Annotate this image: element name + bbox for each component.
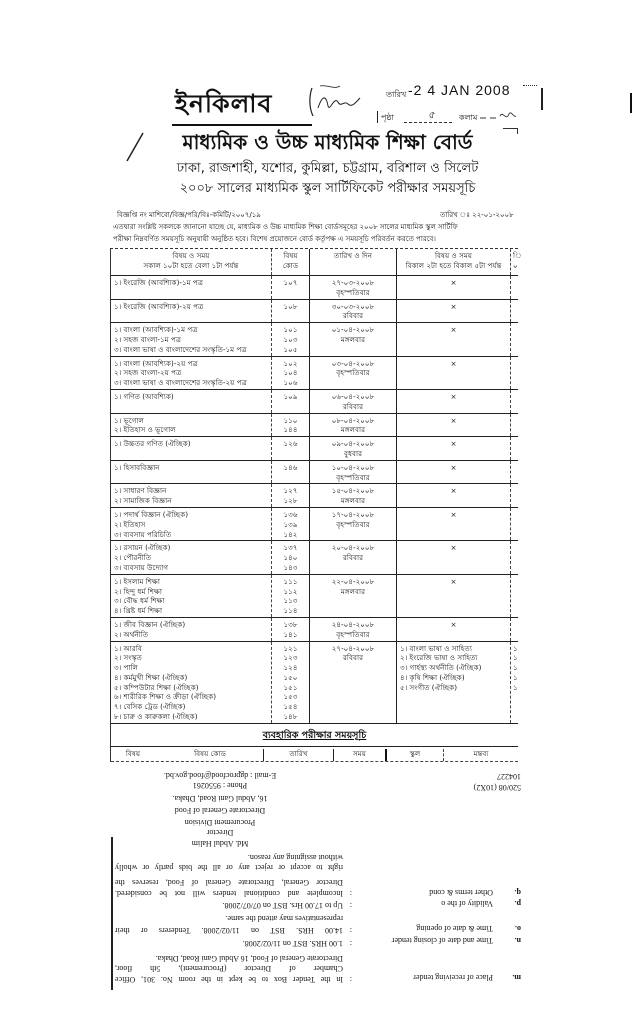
subject-name: ১। আরবি — [114, 643, 142, 653]
header-subject-code — [271, 249, 309, 275]
header-text: বিষয় ও সময় — [434, 251, 473, 260]
header-text: কোড — [282, 260, 299, 270]
afternoon-subjects-cell — [396, 390, 510, 413]
header-text: তারিখ ও দিন — [333, 251, 373, 260]
exam-date: ২৭-০৪-২০০৮ — [331, 643, 375, 653]
date-day-cell — [309, 508, 396, 540]
item-separator: : — [349, 889, 352, 898]
subject-code: ১৪২ — [283, 529, 298, 539]
signatory-office: Directorate General of Food — [174, 806, 266, 815]
header-cut-off-column — [510, 249, 522, 275]
subject-codes-cell — [271, 357, 309, 389]
date-day-cell — [309, 461, 396, 484]
item-value-line: 1.00 HRS. BST on 11/02/2008. — [242, 939, 343, 948]
cut-off-value: ১ — [513, 643, 518, 653]
subject-name: ২। পৌরনীতি — [114, 553, 152, 563]
exam-date: ১৫-০৪-২০০৮ — [331, 486, 375, 496]
subject-name: ২। সহজ বাংলা-১ম পত্র — [114, 334, 182, 344]
table-row — [111, 300, 518, 324]
practical-header-code: বিষয় কোড — [194, 748, 226, 758]
date-day-cell — [309, 300, 396, 323]
subject-name: ৩। বাংলা ভাষা ও বাংলাদেশের সংস্কৃতি-২য় পত্র — [114, 378, 247, 388]
stamp-tick-marks — [523, 85, 537, 90]
practical-header-subject: বিষয় — [125, 748, 141, 758]
notice-text-line: এতদ্বারা সংশ্লিষ্ট সকলকে জানানো যাচ্ছে যে, মাধ্যমিক ও উচ্চ মাধ্যমিক শিক্ষা বোর্ডসমূহের ২০০৮ সালের মাধ্যমিক স্কুল সার্টিফি — [113, 223, 458, 231]
board-title: মাধ্যমিক ও উচ্চ মাধ্যমিক শিক্ষা বোর্ড — [182, 130, 473, 154]
handwritten-scribble-icon — [478, 108, 518, 124]
afternoon-subject-name: ৫। সংগীত (ঐচ্ছিক) — [400, 682, 458, 692]
subject-name: ৫। কম্পিউটার শিক্ষা (ঐচ্ছিক) — [114, 682, 199, 692]
exam-day: রবিবার — [342, 553, 364, 563]
item-value-line: Up to 17.00 Hrs. BST on 07/07/2008. — [222, 901, 343, 910]
subject-name: ২। হিন্দু ধর্ম শিক্ষা — [114, 586, 162, 596]
subject-name: ১। উচ্চতর গণিত (ঐচ্ছিক) — [114, 439, 191, 449]
subject-code: ১২৬ — [283, 439, 298, 449]
date-day-cell — [309, 484, 396, 507]
morning-subjects-cell — [111, 461, 271, 484]
no-exam-mark: × — [450, 619, 457, 629]
subject-codes-cell — [271, 323, 309, 355]
subject-name: ২। সংস্কৃত — [114, 653, 142, 663]
morning-subjects-cell — [111, 323, 271, 355]
morning-subjects-cell — [111, 575, 271, 617]
cut-off-column-cell — [510, 508, 522, 540]
cut-off-column-cell — [510, 437, 522, 460]
no-exam-mark: × — [450, 462, 457, 472]
exam-day: বৃহস্পতিবার — [336, 519, 370, 529]
morning-subjects-cell — [111, 357, 271, 389]
table-row — [111, 541, 518, 574]
subject-name: ৪। খ্রিষ্ট ধর্ম শিক্ষা — [114, 606, 163, 616]
subject-name: ১। হিসাববিজ্ঞান — [114, 462, 160, 472]
subject-code: ১০৯ — [283, 391, 298, 401]
morning-subjects-cell — [111, 300, 271, 323]
exam-day: রবিবার — [342, 653, 364, 663]
subject-name: ৭। বেসিক ট্রেড (ঐচ্ছিক) — [114, 702, 186, 712]
morning-subjects-cell — [111, 541, 271, 573]
subject-name: ১। ভূগোল — [114, 415, 144, 425]
subject-code: ১৪৮ — [283, 712, 298, 722]
date-day-cell — [309, 276, 396, 299]
exam-day: রবিবার — [342, 401, 364, 411]
exam-date: ০১-০৪-২০০৮ — [331, 325, 375, 335]
item-label: Place of receiving tender — [413, 973, 493, 982]
subject-name: ২। ইতিহাস — [114, 519, 146, 529]
exam-date: ২৪-০৪-২০০৮ — [331, 619, 375, 629]
table-row — [111, 323, 518, 356]
exam-date: ১৭-০৪-২০০৮ — [331, 509, 375, 519]
notice-text-line: পরীক্ষা নিম্নবর্ণিত সময়সূচি অনুযায়ী অনুষ্ঠিত হবে। বিশেষ প্রয়োজনে বোর্ড কর্তৃপক্ষ এ সময়সূচি পরিবর্তন করতে পারবে। — [113, 235, 436, 243]
practical-header-time: সময় — [333, 749, 385, 761]
subject-name: ১। সাধারণ বিজ্ঞান — [114, 486, 167, 496]
subject-code: ১৩৮ — [283, 619, 298, 629]
practical-header-remarks: মন্তব্য — [443, 749, 518, 761]
header-afternoon-subjects — [396, 249, 510, 275]
exam-date: ১০-০৪-২০০৮ — [331, 462, 375, 472]
exam-date: ০৬-০৪-২০০৮ — [331, 391, 375, 401]
subject-codes-cell — [271, 300, 309, 323]
item-value-line: Incomplete and conditional tenders will not be considered. — [115, 889, 343, 898]
stamp-page-value: ৫ — [428, 110, 435, 121]
subject-code: ১৪০ — [283, 553, 298, 563]
morning-subjects-cell — [111, 642, 271, 723]
subject-code: ১২৭ — [283, 486, 298, 496]
no-exam-mark: × — [450, 509, 457, 519]
subject-code: ১৫০ — [283, 672, 298, 682]
morning-subjects-cell — [111, 276, 271, 299]
exam-day: বৃহস্পতিবার — [336, 287, 370, 297]
subject-name: ৩। ব্যবসায় উদ্যোগ — [114, 562, 169, 572]
table-row — [111, 484, 518, 508]
exam-date: ২০-০৪-২০০৮ — [331, 543, 375, 553]
subject-codes-cell — [271, 414, 309, 437]
item-value-line: right to accept or reject any or all the bids partly or wholly — [115, 863, 343, 872]
cut-off-column-cell — [510, 642, 522, 723]
afternoon-subjects-cell — [396, 484, 510, 507]
no-exam-mark: × — [450, 486, 457, 496]
scan-edge-bar — [630, 93, 632, 113]
item-separator: : — [349, 939, 352, 948]
ad-code: 520/08 (10X2) — [473, 783, 521, 792]
exam-day: মঙ্গলবার — [340, 496, 366, 506]
item-value-line: representatives may attend the same. — [225, 914, 343, 923]
upside-down-tender-notice — [110, 765, 525, 1000]
item-label: Validity of the o — [441, 899, 493, 908]
no-exam-mark: × — [450, 325, 457, 335]
subject-code: ১০৬ — [283, 378, 298, 388]
practical-schedule-title-row — [111, 724, 518, 747]
table-row — [111, 508, 518, 541]
table-row — [111, 276, 518, 300]
afternoon-subjects-cell — [396, 575, 510, 617]
signatory-address: 16, Abdul Gani Road, Dhaka. — [172, 794, 268, 803]
exam-day: মঙ্গলবার — [340, 425, 366, 435]
subject-name: ১। বাংলা (আবশ্যিক)-২য় পত্র — [114, 358, 198, 368]
cut-off-column-cell — [510, 484, 522, 507]
subject-name: ১। ইংরেজি (আবশ্যিক)-২য় পত্র — [114, 301, 204, 311]
cut-off-column-cell — [510, 323, 522, 355]
date-day-cell — [309, 357, 396, 389]
item-letter: q. — [514, 888, 521, 897]
subject-name: ১। রসায়ন (ঐচ্ছিক) — [114, 543, 171, 553]
afternoon-subjects-cell — [396, 541, 510, 573]
subject-name: ১। ইসলাম শিক্ষা — [114, 576, 160, 586]
no-exam-mark: × — [450, 415, 457, 425]
no-exam-mark: × — [450, 576, 457, 586]
afternoon-subjects-cell — [396, 300, 510, 323]
item-letter: p. — [514, 899, 521, 908]
cut-off-column-cell — [510, 618, 522, 641]
date-day-cell — [309, 642, 396, 723]
afternoon-subjects-cell — [396, 276, 510, 299]
exam-schedule-table — [110, 248, 522, 762]
afternoon-subjects-cell — [396, 437, 510, 460]
subject-code: ১৩৬ — [283, 509, 298, 519]
item-separator: : — [349, 901, 352, 910]
table-row — [111, 437, 518, 461]
handwritten-initials-icon — [306, 82, 368, 120]
table-row — [111, 461, 518, 485]
afternoon-subject-name: ৪। কৃষি শিক্ষা (ঐচ্ছিক) — [400, 672, 465, 682]
subject-code: ১৫১ — [283, 682, 298, 692]
exam-date: ০৩-০৪-২০০৮ — [331, 358, 375, 368]
item-letter: o. — [515, 924, 521, 933]
subject-code: ১০২ — [283, 358, 298, 368]
afternoon-subjects-cell — [396, 508, 510, 540]
cut-off-value: ১ — [513, 672, 518, 682]
afternoon-subjects-cell — [396, 357, 510, 389]
subject-code: ১৪৬ — [283, 462, 298, 472]
signatory-phone: Phone : 9550261 — [192, 781, 248, 790]
afternoon-subjects-cell — [396, 461, 510, 484]
subject-code: ১২৮ — [283, 496, 298, 506]
no-exam-mark: × — [450, 439, 457, 449]
header-text: ০ — [513, 260, 518, 270]
subject-code: ১০৫ — [283, 344, 298, 354]
date-day-cell — [309, 390, 396, 413]
stamp-date: -2 4 JAN 2008 — [408, 82, 511, 98]
cut-off-column-cell — [510, 575, 522, 617]
subject-code: ১০১ — [283, 325, 298, 335]
cut-off-column-cell — [510, 276, 522, 299]
stamp-column-label: কলাম — [459, 113, 478, 122]
item-value-line: 14.00 HRS. BST on 11/02/2008. Tenderers or their — [115, 926, 343, 935]
exam-day: বৃহস্পতিবার — [336, 629, 370, 639]
subject-codes-cell — [271, 276, 309, 299]
newspaper-masthead: ইনকিলাব — [175, 89, 273, 118]
signatory-email: E-mail : dgprocfood@food.gov.bd. — [163, 771, 277, 780]
subject-name: ৩। বাংলা ভাষা ও বাংলাদেশের সংস্কৃতি-১ম পত্র — [114, 344, 247, 354]
exam-date: ২৭-০৩-২০০৮ — [331, 278, 375, 287]
header-text: বিষয় — [283, 251, 298, 260]
no-exam-mark: × — [450, 301, 457, 311]
board-list: ঢাকা, রাজশাহী, যশোর, কুমিল্লা, চট্টগ্রাম, বরিশাল ও সিলেট — [176, 161, 479, 176]
subject-code: ১১৩ — [283, 596, 298, 606]
subject-codes-cell — [271, 461, 309, 484]
subject-name: ১। জীব বিজ্ঞান (ঐচ্ছিক) — [114, 619, 186, 629]
subject-codes-cell — [271, 437, 309, 460]
subject-name: ২। ইতিহাস ও ভূগোল — [114, 425, 176, 435]
practical-header-row — [111, 747, 518, 762]
cut-off-column-cell — [510, 390, 522, 413]
item-value-line: without assigning any reason. — [247, 853, 343, 862]
signatory-name: Md. Abdul Halim — [191, 839, 249, 848]
subject-codes-cell — [271, 484, 309, 507]
subject-code: ১০৭ — [283, 278, 298, 287]
subject-codes-cell — [271, 618, 309, 641]
exam-date: ০৯-০৪-২০০৮ — [331, 439, 375, 449]
practical-schedule-title: ব্যবহারিক পরীক্ষার সময়সূচি — [262, 729, 367, 741]
morning-subjects-cell — [111, 414, 271, 437]
afternoon-subjects-cell — [396, 414, 510, 437]
exam-day: মঙ্গলবার — [340, 334, 366, 344]
item-letter: n. — [514, 936, 521, 945]
cut-off-value: ১ — [513, 682, 518, 692]
subject-name: ২। অর্থনীতি — [114, 629, 149, 639]
item-separator: : — [349, 926, 352, 935]
subject-codes-cell — [271, 575, 309, 617]
no-exam-mark: × — [450, 543, 457, 553]
subject-code: ১৩৯ — [283, 519, 298, 529]
subject-codes-cell — [271, 390, 309, 413]
item-letter: m. — [512, 973, 521, 982]
table-body — [111, 276, 518, 724]
date-day-cell — [309, 541, 396, 573]
subject-name: ২। সহজ বাংলা-২য় পত্র — [114, 368, 182, 378]
item-value-line: Directorate General of Food, 16 Abdul Gani Road, Dhaka. — [155, 954, 343, 963]
morning-subjects-cell — [111, 508, 271, 540]
subject-name: ৬। শারীরিক শিক্ষা ও ক্রীড়া (ঐচ্ছিক) — [114, 692, 217, 702]
subject-code: ১৫৩ — [283, 692, 298, 702]
item-value-line: Chamber of Director (Procurement), 5th floor, — [115, 964, 343, 973]
clipping-edge-mark — [541, 88, 543, 110]
item-value-line: Director General, Directorate General of Food, reserves the — [115, 878, 343, 887]
subject-code: ১১১ — [283, 576, 298, 586]
exam-day: বুধবার — [343, 448, 363, 458]
exam-date: ৩০-০৩-২০০৮ — [331, 301, 375, 311]
notice-date: তারিখ ঃ ২২-০১-২০০৮ — [440, 211, 514, 219]
header-date-day — [309, 249, 396, 275]
item-label: Time & date of opening — [416, 924, 493, 933]
morning-subjects-cell — [111, 484, 271, 507]
notice-reference-number: বিজ্ঞপ্তি নং মাশিবো/বিজ্ঞ/পরি/বিঃ-কমিটি/২০০৭/১৯ — [117, 211, 261, 219]
subject-code: ১৫৪ — [283, 702, 298, 712]
exam-day: বৃহস্পতিবার — [336, 472, 370, 482]
notice-border-line — [111, 837, 113, 990]
date-day-cell — [309, 575, 396, 617]
exam-day: রবিবার — [342, 311, 364, 321]
subject-code: ১২৪ — [283, 663, 298, 673]
afternoon-subject-name: ১। বাংলা ভাষা ও সাহিত্য — [400, 643, 472, 653]
no-exam-mark: × — [450, 278, 457, 287]
subject-code: ১৪১ — [283, 629, 298, 639]
header-text: বিষয় ও সময় — [172, 251, 210, 260]
stamp-page-underline — [404, 122, 452, 124]
date-day-cell — [309, 414, 396, 437]
exam-date: ২২-০৪-২০০৮ — [331, 576, 375, 586]
masthead-underline — [172, 124, 312, 126]
afternoon-subjects-cell — [396, 323, 510, 355]
practical-header-date: তারিখ — [263, 749, 333, 761]
table-row — [111, 642, 518, 724]
signatory-designation: Director — [206, 828, 234, 837]
morning-subjects-cell — [111, 618, 271, 641]
subject-name: ৩। পালি — [114, 663, 138, 673]
header-text: ি — [513, 251, 522, 260]
header-text: বিকাল ২টা হতে বিকাল ৫টা পর্যন্ত — [405, 260, 502, 270]
ad-code: 104227 — [497, 772, 521, 781]
subject-code: ১১২ — [283, 586, 298, 596]
date-day-cell — [309, 323, 396, 355]
table-row — [111, 575, 518, 618]
table-row — [111, 390, 518, 414]
subject-codes-cell — [271, 642, 309, 723]
cut-off-value: ১ — [513, 663, 518, 673]
exam-day: বৃহস্পতিবার — [336, 368, 370, 378]
cut-off-column-cell — [510, 300, 522, 323]
subject-code: ১৪৪ — [283, 425, 298, 435]
table-row — [111, 618, 518, 642]
afternoon-subject-name: ৩। গার্হস্থ্য অর্থনীতি (ঐচ্ছিক) — [400, 663, 482, 673]
item-label: Other terms & cond — [429, 888, 493, 897]
subject-code: ১৪৩ — [283, 562, 298, 572]
subject-name: ১। গণিত (আবশ্যিক) — [114, 391, 174, 401]
item-separator: : — [349, 975, 352, 984]
stamp-divider — [377, 111, 378, 123]
header-text: সকাল ১০টা হতে বেলা ১টা পর্যন্ত — [143, 260, 239, 270]
cut-off-column-cell — [510, 541, 522, 573]
date-day-cell — [309, 437, 396, 460]
morning-subjects-cell — [111, 437, 271, 460]
stamp-date-label: তারিখ — [386, 90, 407, 99]
practical-header-school: স্কুল — [385, 749, 443, 761]
subject-name: ৩। ব্যবসায় পরিচিতি — [114, 529, 172, 539]
afternoon-subjects-cell — [396, 642, 510, 723]
item-value-line: In the Tender Box to be kept in the room No. 301, Office — [115, 975, 343, 984]
subject-code: ১০৩ — [283, 334, 298, 344]
subject-codes-cell — [271, 508, 309, 540]
subject-name: ১। বাংলা (আবশ্যিক)-১ম পত্র — [114, 325, 198, 335]
cut-off-column-cell — [510, 357, 522, 389]
signatory-division: Procurement Division — [184, 818, 256, 827]
header-morning-subjects — [111, 249, 271, 275]
table-header-row — [111, 249, 522, 276]
subject-code: ১০৮ — [283, 301, 298, 311]
schedule-title: ২০০৮ সালের মাধ্যমিক স্কুল সার্টিফিকেট পরীক্ষার সময়সূচি — [179, 181, 476, 196]
table-row — [111, 357, 518, 390]
no-exam-mark: × — [450, 391, 457, 401]
subject-code: ১১০ — [283, 415, 298, 425]
no-exam-mark: × — [450, 358, 457, 368]
table-row — [111, 414, 518, 438]
cut-off-column-cell — [510, 461, 522, 484]
cut-off-value: ১ — [513, 653, 518, 663]
item-label: Time and date of closing tender — [391, 936, 493, 945]
subject-name: ৪। কর্মমুখী শিক্ষা (ঐচ্ছিক) — [114, 672, 188, 682]
subject-name: ১। পদার্থ বিজ্ঞান (ঐচ্ছিক) — [114, 509, 189, 519]
date-day-cell — [309, 618, 396, 641]
subject-code: ১১৪ — [283, 606, 298, 616]
subject-name: ৮। চারু ও কারুকলা (ঐচ্ছিক) — [114, 712, 198, 722]
exam-date: ০৮-০৪-২০০৮ — [331, 415, 375, 425]
stamp-page-label: পৃষ্ঠা — [381, 113, 394, 122]
subject-code: ১০৪ — [283, 368, 298, 378]
subject-code: ১২৩ — [283, 653, 298, 663]
cut-off-column-cell — [510, 414, 522, 437]
subject-name: ২। সামাজিক বিজ্ঞান — [114, 496, 172, 506]
exam-day: মঙ্গলবার — [340, 586, 366, 596]
subject-name: ১। ইংরেজি (আবশ্যিক)-১ম পত্র — [114, 278, 204, 287]
subject-code: ১২১ — [283, 643, 298, 653]
subject-name: ৩। বৌদ্ধ ধর্ম শিক্ষা — [114, 596, 165, 606]
morning-subjects-cell — [111, 390, 271, 413]
subject-codes-cell — [271, 541, 309, 573]
subject-code: ১৩৭ — [283, 543, 298, 553]
afternoon-subject-name: ২। ইংরেজি ভাষা ও সাহিত্য — [400, 653, 478, 663]
afternoon-subjects-cell — [396, 618, 510, 641]
